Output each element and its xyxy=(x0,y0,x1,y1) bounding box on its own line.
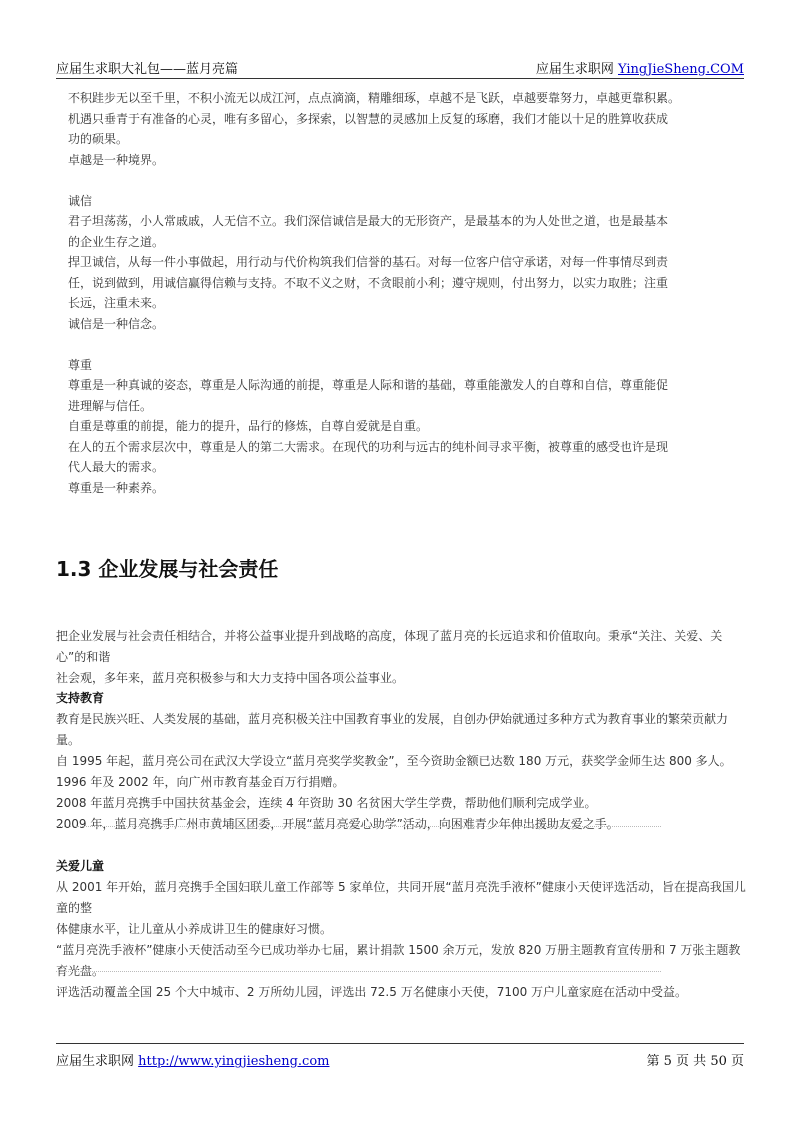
header-divider xyxy=(56,78,744,79)
page-number: 第 5 页 共 50 页 xyxy=(646,1054,744,1069)
header-site-link[interactable]: YingJieSheng.COM xyxy=(618,62,744,77)
dotted-divider xyxy=(56,826,661,827)
header-site xyxy=(536,58,744,77)
header-title: 应届生求职大礼包——蓝月亮篇 xyxy=(56,62,239,77)
children-line: 评选活动覆盖全国 25 个大中城市、2 万所幼儿园，评选出 72.5 万名健康小天使，7100 万户儿童家庭在活动中受益。 xyxy=(56,985,688,999)
respect-line: 自重是尊重的前提，能力的提升，品行的修炼，自尊自爱就是自重。 xyxy=(68,419,429,433)
education-line: 教育是民族兴旺、人类发展的基础，蓝月亮积极关注中国教育事业的发展，自创办伊始就通过多种方式为教育事业的繁荣贡献力量。 xyxy=(56,712,729,747)
spacer xyxy=(68,170,688,191)
education-title: 支持教育 xyxy=(56,691,105,705)
excellence-line: 不积跬步无以至千里，不积小流无以成江河，点点滴滴，精雕细琢，卓越不是飞跃，卓越要靠努力，卓越更靠积累。 xyxy=(68,91,681,105)
respect-line: 尊重是一种素养。 xyxy=(68,480,165,495)
integrity-line: 长远，注重未来。 xyxy=(68,296,165,310)
values-section xyxy=(68,88,688,498)
respect-line: 在人的五个需求层次中，尊重是人的第二大需求。在现代的功利与远古的纯朴间寻求平衡，被尊重的感受也许是现 xyxy=(68,439,669,454)
respect-title: 尊重 xyxy=(68,357,93,372)
respect-line: 进理解与信任。 xyxy=(68,398,153,413)
integrity-line: 君子坦荡荡，小人常戚戚，人无信不立。我们深信诚信是最大的无形资产，是最基本的为人处世之道，也是最基本 xyxy=(68,214,669,228)
education-line: 1996 年及 2002 年，向广州市教育基金百万行捐赠。 xyxy=(56,775,345,789)
header-site-name: 应届生求职网 xyxy=(535,62,619,77)
integrity-line: 的企业生存之道。 xyxy=(68,234,165,249)
footer-site xyxy=(56,1050,329,1069)
education-section xyxy=(56,688,746,835)
intro-line: 把企业发展与社会责任相结合，并将公益事业提升到战略的高度，体现了蓝月亮的长远追求和价值取向。秉承“关注、关爱、关心”的和谐 xyxy=(56,629,723,664)
children-line: “蓝月亮洗手液杯”健康小天使活动至今已成功举办七届，累计捐款 1500 余万元，发放 820 万册主题教育宣传册和 7 万张主题教育光盘。 xyxy=(56,943,741,978)
footer-divider xyxy=(56,1043,744,1044)
excellence-line: 机遇只垂青于有准备的心灵，唯有多留心，多探索，以智慧的灵感加上反复的琢磨，我们才能以十足的胜算收获成 xyxy=(68,111,669,126)
page-header xyxy=(56,58,744,78)
education-line: 2008 年蓝月亮携手中国扶贫基金会，连续 4 年资助 30 名贫困大学生学费，帮助他们顺利完成学业。 xyxy=(56,796,597,810)
education-line: 2009 年，蓝月亮携手广州市黄埔区团委，开展“蓝月亮爱心助学”活动，向困难青少年伸出援助友爱之手。 xyxy=(56,817,619,831)
dotted-divider xyxy=(56,971,661,972)
children-section xyxy=(56,856,746,1003)
excellence-line: 功的硕果。 xyxy=(68,132,129,146)
integrity-line: 任，说到做到，用诚信赢得信赖与支持。不取不义之财，不贪眼前小利；遵守规则，付出努力，以实力取胜；注重 xyxy=(68,275,669,290)
section-title: 1.3 企业发展与社会责任 xyxy=(56,557,279,581)
children-line: 体健康水平，让儿童从小养成讲卫生的健康好习惯。 xyxy=(56,922,333,936)
education-line: 自 1995 年起，蓝月亮公司在武汉大学设立“蓝月亮奖学奖教金”，至今资助金额已达数 180 万元，获奖学金师生达 800 多人。 xyxy=(56,754,732,768)
integrity-title: 诚信 xyxy=(68,193,93,208)
integrity-line: 诚信是一种信念。 xyxy=(68,316,165,331)
page-footer xyxy=(56,1050,744,1070)
integrity-line: 捍卫诚信，从每一件小事做起，用行动与代价构筑我们信誉的基石。对每一位客户信守承诺，对每一件事情尽到责 xyxy=(68,255,669,269)
respect-line: 尊重是一种真诚的姿态，尊重是人际沟通的前提，尊重是人际和谐的基础，尊重能激发人的自尊和自信，尊重能促 xyxy=(68,378,669,392)
intro-line: 社会观，多年来，蓝月亮积极参与和大力支持中国各项公益事业。 xyxy=(56,671,405,685)
respect-line: 代人最大的需求。 xyxy=(68,460,165,474)
section-intro xyxy=(56,626,746,689)
children-line: 从 2001 年开始，蓝月亮携手全国妇联儿童工作部等 5 家单位，共同开展“蓝月亮洗手液杯”健康小天使评选活动，旨在提高我国儿童的整 xyxy=(56,880,746,915)
footer-site-link[interactable]: http://www.yingjiesheng.com xyxy=(138,1054,330,1069)
spacer xyxy=(68,334,688,355)
children-title: 关爱儿童 xyxy=(56,859,105,873)
footer-site-name: 应届生求职网 xyxy=(56,1054,139,1069)
excellence-line: 卓越是一种境界。 xyxy=(68,152,165,167)
